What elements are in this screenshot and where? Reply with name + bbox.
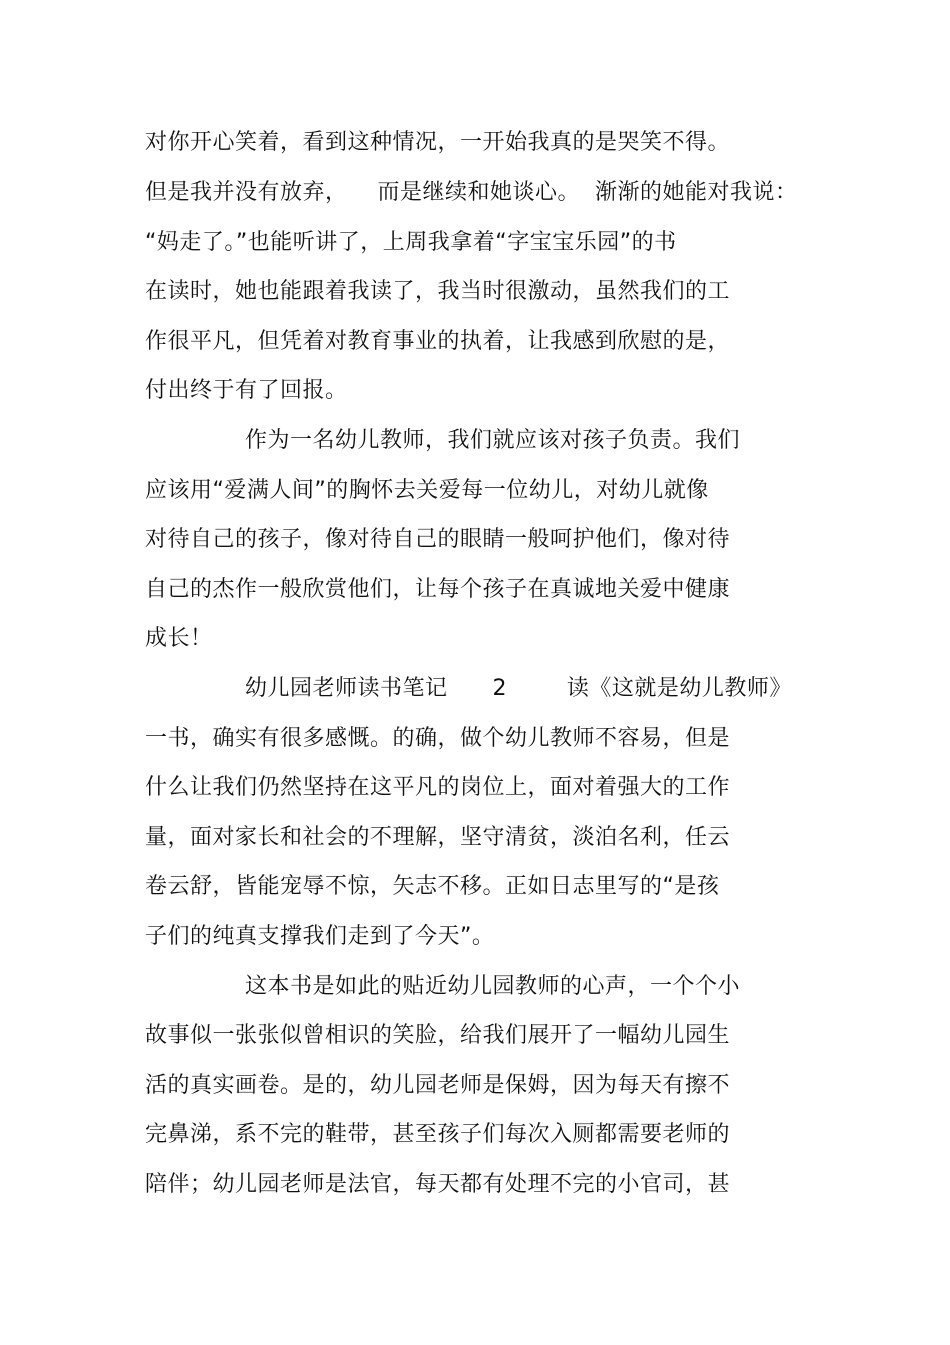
text-line: 应该用“爱满人间”的胸怀去关爱每一位幼儿，对幼儿就像 [145, 478, 709, 503]
text-line: 卷云舒，皆能宠辱不惊，矢志不移。正如日志里写的“是孩 [145, 874, 720, 899]
text-line: “妈走了。”也能听讲了，上周我拿着“字宝宝乐园”的书 [145, 230, 677, 255]
section-heading-line: 幼儿园老师读书笔记 2 读《这就是幼儿教师》 [245, 676, 792, 701]
paragraph-first-line: 这本书是如此的贴近幼儿园教师的心声，一个个小 [245, 974, 741, 999]
text-line: 故事似一张张似曾相识的笑脸，给我们展开了一幅幼儿园生 [145, 1023, 731, 1048]
text-line: 付出终于有了回报。 [145, 378, 348, 403]
text-line: 成长！ [145, 626, 213, 651]
text-line: 在读时，她也能跟着我读了，我当时很激动，虽然我们的工 [145, 279, 731, 304]
paragraph-first-line: 作为一名幼儿教师，我们就应该对孩子负责。我们 [245, 428, 741, 453]
text-line: 什么让我们仍然坚持在这平凡的岗位上，面对着强大的工作 [145, 775, 731, 800]
text-line: 一书，确实有很多感慨。的确，做个幼儿教师不容易，但是 [145, 726, 731, 751]
text-line: 自己的杰作一般欣赏他们，让每个孩子在真诚地关爱中健康 [145, 577, 731, 602]
text-line: 但是我并没有放弃， 而是继续和她谈心。 渐渐的她能对我说： [145, 180, 798, 205]
text-line: 完鼻涕，系不完的鞋带，甚至孩子们每次入厕都需要老师的 [145, 1122, 731, 1147]
text-line: 活的真实画卷。是的，幼儿园老师是保姆，因为每天有擦不 [145, 1073, 731, 1098]
text-line: 量，面对家长和社会的不理解，坚守清贫，淡泊名利，任云 [145, 825, 731, 850]
text-line: 作很平凡，但凭着对教育事业的执着，让我感到欣慰的是， [145, 329, 731, 354]
text-line: 对待自己的孩子，像对待自己的眼睛一般呵护他们，像对待 [145, 527, 731, 552]
text-line: 陪伴；幼儿园老师是法官，每天都有处理不完的小官司，甚 [145, 1172, 731, 1197]
text-line: 子们的纯真支撑我们走到了今天”。 [145, 924, 495, 949]
text-line: 对你开心笑着，看到这种情况，一开始我真的是哭笑不得。 [145, 130, 731, 155]
